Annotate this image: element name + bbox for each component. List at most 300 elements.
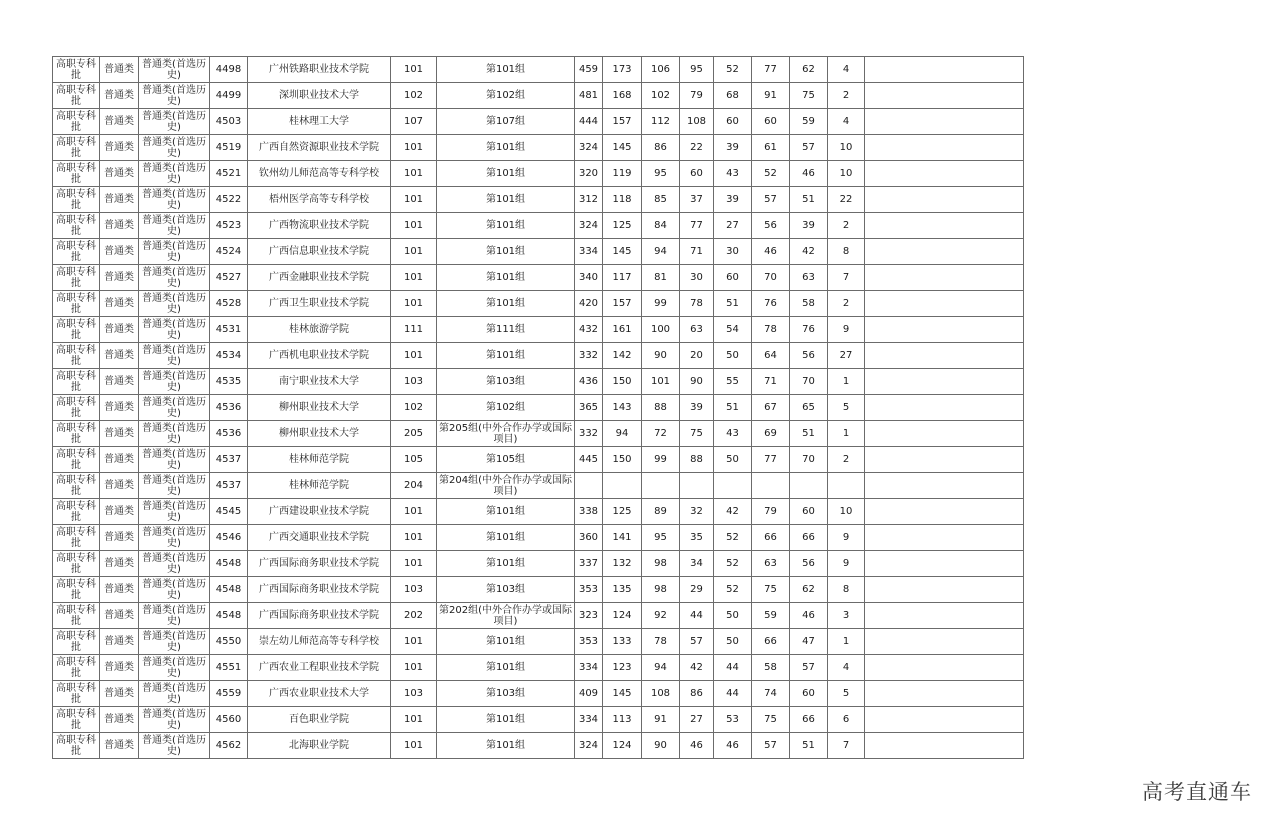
group-name-cell: 第101组 [437, 291, 575, 317]
table-row [53, 369, 1024, 395]
group-name-cell: 第101组 [437, 551, 575, 577]
batch-cell: 高职专科批 [53, 343, 100, 369]
school-name-cell: 百色职业学院 [248, 707, 391, 733]
count-cell: 9 [828, 551, 865, 577]
score-5-cell: 77 [752, 57, 790, 83]
score-6-cell: 70 [790, 369, 828, 395]
category-cell: 普通类 [100, 551, 139, 577]
count-cell: 2 [828, 447, 865, 473]
score-5-cell: 79 [752, 499, 790, 525]
batch-cell: 高职专科批 [53, 473, 100, 499]
empty-cell [865, 473, 1024, 499]
school-name-cell: 广西机电职业技术学院 [248, 343, 391, 369]
empty-cell [865, 83, 1024, 109]
category-cell: 普通类 [100, 499, 139, 525]
score-1-cell: 142 [603, 343, 642, 369]
score-4-cell: 42 [714, 499, 752, 525]
count-cell: 9 [828, 525, 865, 551]
school-code-cell: 4522 [210, 187, 248, 213]
category-cell: 普通类 [100, 239, 139, 265]
score-1-cell: 133 [603, 629, 642, 655]
batch-cell: 高职专科批 [53, 161, 100, 187]
total-score-cell: 337 [575, 551, 603, 577]
empty-cell [865, 135, 1024, 161]
category-cell: 普通类 [100, 213, 139, 239]
score-5-cell: 56 [752, 213, 790, 239]
score-3-cell: 108 [680, 109, 714, 135]
score-5-cell: 75 [752, 577, 790, 603]
score-6-cell: 46 [790, 603, 828, 629]
group-name-cell: 第101组 [437, 57, 575, 83]
category-cell: 普通类 [100, 447, 139, 473]
count-cell: 8 [828, 577, 865, 603]
score-5-cell: 70 [752, 265, 790, 291]
score-1-cell: 157 [603, 291, 642, 317]
total-score-cell [575, 473, 603, 499]
score-6-cell: 57 [790, 655, 828, 681]
score-1-cell: 94 [603, 421, 642, 447]
subject-cell: 普通类(首选历史) [139, 161, 210, 187]
score-5-cell: 75 [752, 707, 790, 733]
score-1-cell: 141 [603, 525, 642, 551]
group-name-cell: 第101组 [437, 655, 575, 681]
school-name-cell: 桂林旅游学院 [248, 317, 391, 343]
school-code-cell: 4528 [210, 291, 248, 317]
total-score-cell: 334 [575, 707, 603, 733]
table-row [53, 551, 1024, 577]
empty-cell [865, 577, 1024, 603]
school-name-cell: 广西物流职业技术学院 [248, 213, 391, 239]
subject-cell: 普通类(首选历史) [139, 187, 210, 213]
score-6-cell: 51 [790, 733, 828, 759]
count-cell: 7 [828, 265, 865, 291]
category-cell: 普通类 [100, 291, 139, 317]
group-name-cell: 第101组 [437, 135, 575, 161]
batch-cell: 高职专科批 [53, 213, 100, 239]
total-score-cell: 323 [575, 603, 603, 629]
score-5-cell: 66 [752, 629, 790, 655]
count-cell: 5 [828, 395, 865, 421]
school-name-cell: 梧州医学高等专科学校 [248, 187, 391, 213]
category-cell: 普通类 [100, 57, 139, 83]
empty-cell [865, 187, 1024, 213]
batch-cell: 高职专科批 [53, 239, 100, 265]
score-5-cell: 58 [752, 655, 790, 681]
score-2-cell: 100 [642, 317, 680, 343]
empty-cell [865, 655, 1024, 681]
empty-cell [865, 707, 1024, 733]
group-code-cell: 204 [391, 473, 437, 499]
school-code-cell: 4559 [210, 681, 248, 707]
table-row [53, 343, 1024, 369]
empty-cell [865, 213, 1024, 239]
count-cell: 27 [828, 343, 865, 369]
total-score-cell: 420 [575, 291, 603, 317]
score-2-cell: 72 [642, 421, 680, 447]
school-name-cell: 广西信息职业技术学院 [248, 239, 391, 265]
count-cell: 2 [828, 291, 865, 317]
total-score-cell: 436 [575, 369, 603, 395]
category-cell: 普通类 [100, 369, 139, 395]
score-6-cell: 47 [790, 629, 828, 655]
group-code-cell: 101 [391, 733, 437, 759]
category-cell: 普通类 [100, 161, 139, 187]
school-code-cell: 4535 [210, 369, 248, 395]
score-1-cell: 150 [603, 369, 642, 395]
subject-cell: 普通类(首选历史) [139, 317, 210, 343]
total-score-cell: 340 [575, 265, 603, 291]
school-code-cell: 4548 [210, 577, 248, 603]
group-name-cell: 第205组(中外合作办学或国际项目) [437, 421, 575, 447]
school-code-cell: 4551 [210, 655, 248, 681]
score-5-cell: 52 [752, 161, 790, 187]
score-2-cell: 99 [642, 447, 680, 473]
school-name-cell: 南宁职业技术大学 [248, 369, 391, 395]
score-2-cell: 90 [642, 343, 680, 369]
subject-cell: 普通类(首选历史) [139, 603, 210, 629]
table-row [53, 161, 1024, 187]
score-6-cell: 60 [790, 499, 828, 525]
score-3-cell: 88 [680, 447, 714, 473]
school-code-cell: 4562 [210, 733, 248, 759]
score-4-cell: 50 [714, 603, 752, 629]
score-6-cell: 56 [790, 343, 828, 369]
count-cell: 10 [828, 499, 865, 525]
score-3-cell: 71 [680, 239, 714, 265]
school-code-cell: 4536 [210, 395, 248, 421]
empty-cell [865, 239, 1024, 265]
group-code-cell: 205 [391, 421, 437, 447]
score-3-cell: 46 [680, 733, 714, 759]
group-code-cell: 102 [391, 395, 437, 421]
empty-cell [865, 369, 1024, 395]
subject-cell: 普通类(首选历史) [139, 447, 210, 473]
school-name-cell: 钦州幼儿师范高等专科学校 [248, 161, 391, 187]
category-cell: 普通类 [100, 109, 139, 135]
empty-cell [865, 681, 1024, 707]
school-code-cell: 4503 [210, 109, 248, 135]
subject-cell: 普通类(首选历史) [139, 629, 210, 655]
score-1-cell: 157 [603, 109, 642, 135]
score-1-cell: 145 [603, 239, 642, 265]
total-score-cell: 353 [575, 577, 603, 603]
score-6-cell: 70 [790, 447, 828, 473]
total-score-cell: 332 [575, 421, 603, 447]
subject-cell: 普通类(首选历史) [139, 395, 210, 421]
school-code-cell: 4524 [210, 239, 248, 265]
school-code-cell: 4498 [210, 57, 248, 83]
subject-cell: 普通类(首选历史) [139, 369, 210, 395]
score-6-cell: 65 [790, 395, 828, 421]
group-code-cell: 101 [391, 629, 437, 655]
count-cell: 6 [828, 707, 865, 733]
batch-cell: 高职专科批 [53, 603, 100, 629]
school-code-cell: 4523 [210, 213, 248, 239]
score-6-cell: 42 [790, 239, 828, 265]
school-name-cell: 崇左幼儿师范高等专科学校 [248, 629, 391, 655]
total-score-cell: 312 [575, 187, 603, 213]
total-score-cell: 338 [575, 499, 603, 525]
score-2-cell: 92 [642, 603, 680, 629]
subject-cell: 普通类(首选历史) [139, 499, 210, 525]
score-6-cell: 66 [790, 707, 828, 733]
group-code-cell: 101 [391, 239, 437, 265]
score-4-cell: 43 [714, 161, 752, 187]
group-code-cell: 101 [391, 525, 437, 551]
category-cell: 普通类 [100, 733, 139, 759]
category-cell: 普通类 [100, 343, 139, 369]
table-row [53, 447, 1024, 473]
score-4-cell: 50 [714, 343, 752, 369]
total-score-cell: 444 [575, 109, 603, 135]
school-code-cell: 4548 [210, 551, 248, 577]
school-name-cell: 深圳职业技术大学 [248, 83, 391, 109]
score-4-cell: 27 [714, 213, 752, 239]
score-6-cell: 51 [790, 421, 828, 447]
total-score-cell: 360 [575, 525, 603, 551]
score-3-cell: 37 [680, 187, 714, 213]
score-6-cell: 60 [790, 681, 828, 707]
score-6-cell: 76 [790, 317, 828, 343]
score-3-cell: 90 [680, 369, 714, 395]
group-name-cell: 第101组 [437, 499, 575, 525]
score-1-cell: 124 [603, 733, 642, 759]
score-5-cell [752, 473, 790, 499]
table-row [53, 83, 1024, 109]
group-name-cell: 第102组 [437, 395, 575, 421]
empty-cell [865, 447, 1024, 473]
score-5-cell: 91 [752, 83, 790, 109]
empty-cell [865, 317, 1024, 343]
group-name-cell: 第101组 [437, 707, 575, 733]
score-3-cell: 60 [680, 161, 714, 187]
group-name-cell: 第204组(中外合作办学或国际项目) [437, 473, 575, 499]
school-name-cell: 广西交通职业技术学院 [248, 525, 391, 551]
group-code-cell: 101 [391, 343, 437, 369]
group-name-cell: 第101组 [437, 525, 575, 551]
batch-cell: 高职专科批 [53, 291, 100, 317]
group-name-cell: 第105组 [437, 447, 575, 473]
school-code-cell: 4519 [210, 135, 248, 161]
subject-cell: 普通类(首选历史) [139, 265, 210, 291]
score-6-cell: 46 [790, 161, 828, 187]
group-code-cell: 101 [391, 707, 437, 733]
empty-cell [865, 57, 1024, 83]
category-cell: 普通类 [100, 525, 139, 551]
score-2-cell: 101 [642, 369, 680, 395]
score-5-cell: 74 [752, 681, 790, 707]
score-3-cell [680, 473, 714, 499]
count-cell: 7 [828, 733, 865, 759]
total-score-cell: 353 [575, 629, 603, 655]
score-1-cell [603, 473, 642, 499]
subject-cell: 普通类(首选历史) [139, 213, 210, 239]
score-4-cell: 44 [714, 681, 752, 707]
subject-cell: 普通类(首选历史) [139, 83, 210, 109]
empty-cell [865, 395, 1024, 421]
count-cell: 5 [828, 681, 865, 707]
count-cell: 2 [828, 83, 865, 109]
score-3-cell: 22 [680, 135, 714, 161]
batch-cell: 高职专科批 [53, 317, 100, 343]
batch-cell: 高职专科批 [53, 265, 100, 291]
empty-cell [865, 421, 1024, 447]
batch-cell: 高职专科批 [53, 395, 100, 421]
score-5-cell: 63 [752, 551, 790, 577]
table-row [53, 473, 1024, 499]
group-code-cell: 101 [391, 291, 437, 317]
score-6-cell: 58 [790, 291, 828, 317]
category-cell: 普通类 [100, 603, 139, 629]
table-row [53, 603, 1024, 629]
empty-cell [865, 525, 1024, 551]
score-1-cell: 132 [603, 551, 642, 577]
score-2-cell: 85 [642, 187, 680, 213]
group-name-cell: 第202组(中外合作办学或国际项目) [437, 603, 575, 629]
subject-cell: 普通类(首选历史) [139, 525, 210, 551]
count-cell: 1 [828, 629, 865, 655]
count-cell: 10 [828, 135, 865, 161]
score-5-cell: 60 [752, 109, 790, 135]
batch-cell: 高职专科批 [53, 135, 100, 161]
subject-cell: 普通类(首选历史) [139, 655, 210, 681]
school-code-cell: 4560 [210, 707, 248, 733]
count-cell: 8 [828, 239, 865, 265]
score-4-cell: 52 [714, 551, 752, 577]
score-4-cell: 51 [714, 291, 752, 317]
score-2-cell: 84 [642, 213, 680, 239]
subject-cell: 普通类(首选历史) [139, 239, 210, 265]
score-2-cell: 112 [642, 109, 680, 135]
batch-cell: 高职专科批 [53, 551, 100, 577]
table-row [53, 57, 1024, 83]
group-name-cell: 第101组 [437, 265, 575, 291]
score-4-cell: 50 [714, 447, 752, 473]
school-code-cell: 4545 [210, 499, 248, 525]
score-2-cell: 98 [642, 551, 680, 577]
score-3-cell: 78 [680, 291, 714, 317]
total-score-cell: 481 [575, 83, 603, 109]
score-6-cell [790, 473, 828, 499]
score-4-cell: 52 [714, 57, 752, 83]
batch-cell: 高职专科批 [53, 447, 100, 473]
table-row [53, 265, 1024, 291]
score-1-cell: 145 [603, 135, 642, 161]
category-cell: 普通类 [100, 317, 139, 343]
group-name-cell: 第101组 [437, 187, 575, 213]
total-score-cell: 320 [575, 161, 603, 187]
watermark: 高考直通车 [1142, 780, 1252, 804]
batch-cell: 高职专科批 [53, 499, 100, 525]
subject-cell: 普通类(首选历史) [139, 291, 210, 317]
count-cell: 10 [828, 161, 865, 187]
score-1-cell: 125 [603, 499, 642, 525]
batch-cell: 高职专科批 [53, 525, 100, 551]
group-code-cell: 103 [391, 577, 437, 603]
score-3-cell: 32 [680, 499, 714, 525]
group-code-cell: 101 [391, 499, 437, 525]
score-4-cell: 68 [714, 83, 752, 109]
score-6-cell: 62 [790, 577, 828, 603]
score-3-cell: 57 [680, 629, 714, 655]
table-row [53, 707, 1024, 733]
score-5-cell: 57 [752, 187, 790, 213]
table-row [53, 317, 1024, 343]
school-name-cell: 柳州职业技术大学 [248, 421, 391, 447]
score-3-cell: 79 [680, 83, 714, 109]
category-cell: 普通类 [100, 655, 139, 681]
empty-cell [865, 551, 1024, 577]
score-2-cell: 86 [642, 135, 680, 161]
school-code-cell: 4534 [210, 343, 248, 369]
score-6-cell: 63 [790, 265, 828, 291]
group-code-cell: 105 [391, 447, 437, 473]
group-code-cell: 111 [391, 317, 437, 343]
subject-cell: 普通类(首选历史) [139, 57, 210, 83]
score-4-cell: 44 [714, 655, 752, 681]
count-cell: 1 [828, 421, 865, 447]
group-code-cell: 103 [391, 681, 437, 707]
total-score-cell: 324 [575, 733, 603, 759]
score-1-cell: 173 [603, 57, 642, 83]
score-3-cell: 75 [680, 421, 714, 447]
score-4-cell: 43 [714, 421, 752, 447]
school-code-cell: 4537 [210, 447, 248, 473]
empty-cell [865, 499, 1024, 525]
table-row [53, 655, 1024, 681]
table-row [53, 733, 1024, 759]
subject-cell: 普通类(首选历史) [139, 577, 210, 603]
score-1-cell: 119 [603, 161, 642, 187]
score-5-cell: 64 [752, 343, 790, 369]
group-code-cell: 107 [391, 109, 437, 135]
score-6-cell: 62 [790, 57, 828, 83]
score-5-cell: 78 [752, 317, 790, 343]
school-code-cell: 4527 [210, 265, 248, 291]
score-1-cell: 168 [603, 83, 642, 109]
empty-cell [865, 733, 1024, 759]
category-cell: 普通类 [100, 187, 139, 213]
batch-cell: 高职专科批 [53, 629, 100, 655]
score-4-cell: 30 [714, 239, 752, 265]
group-name-cell: 第101组 [437, 239, 575, 265]
subject-cell: 普通类(首选历史) [139, 109, 210, 135]
group-name-cell: 第107组 [437, 109, 575, 135]
score-1-cell: 143 [603, 395, 642, 421]
group-name-cell: 第101组 [437, 213, 575, 239]
subject-cell: 普通类(首选历史) [139, 551, 210, 577]
group-code-cell: 102 [391, 83, 437, 109]
score-1-cell: 125 [603, 213, 642, 239]
group-code-cell: 101 [391, 135, 437, 161]
category-cell: 普通类 [100, 83, 139, 109]
school-name-cell: 广西国际商务职业技术学院 [248, 603, 391, 629]
table-row [53, 291, 1024, 317]
score-3-cell: 63 [680, 317, 714, 343]
batch-cell: 高职专科批 [53, 109, 100, 135]
batch-cell: 高职专科批 [53, 681, 100, 707]
score-4-cell: 60 [714, 109, 752, 135]
table-row [53, 395, 1024, 421]
table-row [53, 135, 1024, 161]
group-code-cell: 202 [391, 603, 437, 629]
count-cell: 2 [828, 213, 865, 239]
score-6-cell: 51 [790, 187, 828, 213]
school-code-cell: 4550 [210, 629, 248, 655]
score-2-cell: 95 [642, 161, 680, 187]
batch-cell: 高职专科批 [53, 187, 100, 213]
score-4-cell: 50 [714, 629, 752, 655]
